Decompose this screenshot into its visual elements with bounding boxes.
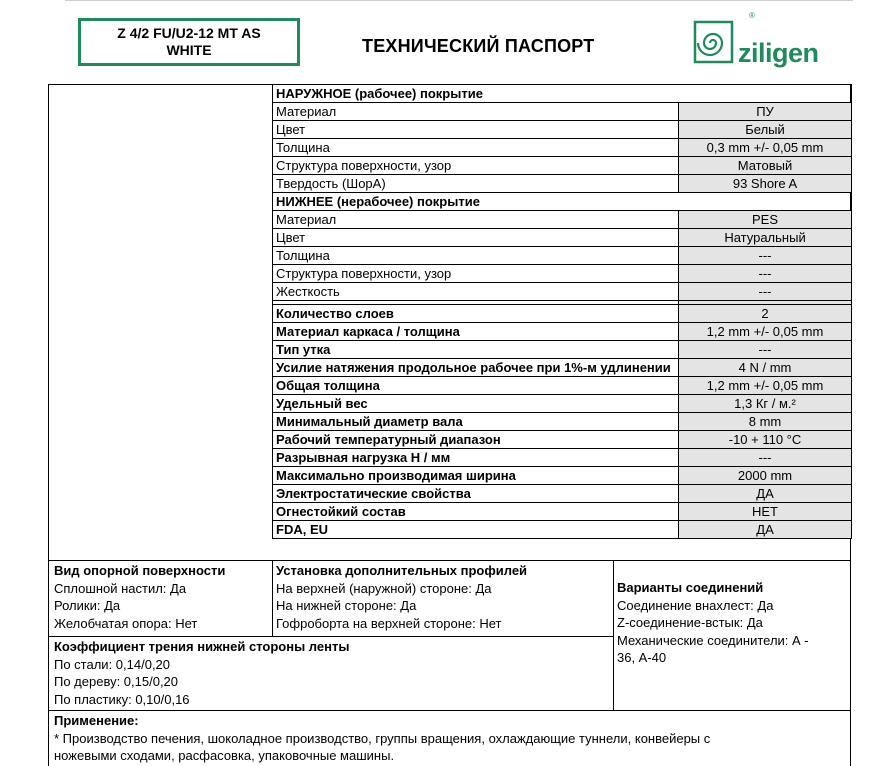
spec-row [273, 395, 852, 413]
support-surface-block [54, 562, 225, 632]
joints-heading: Варианты соединений [617, 580, 764, 595]
divider [48, 560, 851, 561]
spec-label: Цвет [273, 229, 679, 247]
spec-row [273, 341, 852, 359]
divider [48, 710, 851, 711]
spec-label: Структура поверхности, узор [273, 265, 679, 283]
support-line: Желобчатая опора: Нет [54, 615, 198, 631]
spec-label: Усилие натяжения продольное рабочее при 1%-м удлинении [273, 359, 679, 377]
section-heading-row [273, 85, 852, 103]
spec-value: 1,3 Кг / м.² [679, 395, 852, 413]
spec-row [273, 503, 852, 521]
profiles-line: На верхней (наружной) стороне: Да [276, 580, 492, 596]
spec-value: 4 N / mm [679, 359, 852, 377]
section-heading: НАРУЖНОЕ (рабочее) покрытие [273, 85, 852, 103]
spec-label: Максимально производимая ширина [273, 467, 679, 485]
joints-line: Z-соединение-встык: Да [617, 615, 763, 630]
spec-table [272, 84, 852, 539]
spec-label: Цвет [273, 121, 679, 139]
profiles-line: На нижней стороне: Да [276, 598, 417, 613]
profiles-line: Гофроборта на верхней стороне: Нет [276, 615, 502, 631]
spec-value: --- [679, 283, 852, 301]
section-heading-row [273, 193, 852, 211]
spec-row [273, 211, 852, 229]
joints-line: Механические соединители: А - [617, 632, 809, 648]
spec-row [273, 323, 852, 341]
spec-label: Тип утка [273, 341, 679, 359]
spec-row [273, 377, 852, 395]
spec-value: -10 + 110 °С [679, 431, 852, 449]
spec-value: Натуральный [679, 229, 852, 247]
spec-row [273, 121, 852, 139]
divider [613, 560, 614, 710]
spec-row [273, 139, 852, 157]
spec-value: 1,2 mm +/- 0,05 mm [679, 377, 852, 395]
support-line: Сплошной настил: Да [54, 580, 187, 596]
profiles-heading: Установка дополнительных профилей [276, 563, 528, 578]
application-heading: Применение: [54, 713, 139, 728]
spec-row [273, 283, 852, 301]
spec-row [273, 305, 852, 323]
product-code-line2: WHITE [166, 42, 212, 58]
section-heading: НИЖНЕЕ (нерабочее) покрытие [273, 193, 852, 211]
registered-mark: ® [749, 11, 755, 20]
brand-name: ziligen [738, 38, 819, 68]
spec-label: Удельный вес [273, 395, 679, 413]
spec-value: 93 Shore A [679, 175, 852, 193]
joints-line: Соединение внахлест: Да [617, 597, 774, 613]
divider [272, 560, 273, 636]
support-line: Ролики: Да [54, 598, 121, 613]
spec-row [273, 265, 852, 283]
spec-row [273, 247, 852, 265]
spec-row [273, 359, 852, 377]
spec-value: Белый [679, 121, 852, 139]
spec-label: Структура поверхности, узор [273, 157, 679, 175]
spec-value: 1,2 mm +/- 0,05 mm [679, 323, 852, 341]
spec-value: PES [679, 211, 852, 229]
spec-label: Минимальный диаметр вала [273, 413, 679, 431]
spec-value: Матовый [679, 157, 852, 175]
spec-label: Электростатические свойства [273, 485, 679, 503]
spec-row [273, 413, 852, 431]
joints-line: 36, А-40 [617, 650, 667, 665]
spec-label: Материал [273, 103, 679, 121]
spec-row [273, 521, 852, 539]
spec-label: Рабочий температурный диапазон [273, 431, 679, 449]
spec-value: 0,3 mm +/- 0,05 mm [679, 139, 852, 157]
spec-row [273, 103, 852, 121]
spec-row [273, 431, 852, 449]
friction-heading: Коэффициент трения нижней стороны ленты [54, 639, 350, 654]
spec-value: --- [679, 265, 852, 283]
spec-label: Толщина [273, 139, 679, 157]
spec-row [273, 157, 852, 175]
friction-line: По дереву: 0,15/0,20 [54, 674, 179, 689]
application-block [54, 712, 710, 765]
spec-label: Жесткость [273, 283, 679, 301]
spec-label: Материал каркаса / толщина [273, 323, 679, 341]
spec-label: Твердость (ШорА) [273, 175, 679, 193]
spec-value: --- [679, 341, 852, 359]
spec-value: ПУ [679, 103, 852, 121]
spec-value: НЕТ [679, 503, 852, 521]
spec-value: 2000 mm [679, 467, 852, 485]
spec-label: FDA, EU [273, 521, 679, 539]
spec-value: ДА [679, 485, 852, 503]
application-line: * Производство печения, шоколадное производство, группы вращения, охлаждающие туннели, конвейеры с [54, 730, 711, 746]
spec-value: 2 [679, 305, 852, 323]
spec-row [273, 485, 852, 503]
joints-block [617, 579, 809, 667]
spec-label: Разрывная нагрузка Н / мм [273, 449, 679, 467]
divider [48, 636, 613, 637]
profiles-block [276, 562, 527, 632]
spec-row [273, 175, 852, 193]
support-heading: Вид опорной поверхности [54, 563, 226, 578]
friction-block [54, 638, 349, 708]
spec-value: --- [679, 449, 852, 467]
spec-value: 8 mm [679, 413, 852, 431]
top-rule [65, 0, 853, 1]
application-line: ножевыми сходами, расфасовка, упаковочные машины. [54, 748, 395, 763]
product-code-box [78, 18, 300, 66]
friction-line: По стали: 0,14/0,20 [54, 656, 171, 672]
document-title: ТЕХНИЧЕСКИЙ ПАСПОРТ [362, 36, 595, 56]
spec-row [273, 229, 852, 247]
spec-label: Толщина [273, 247, 679, 265]
spec-label: Количество слоев [273, 305, 679, 323]
spec-row [273, 449, 852, 467]
spec-value: ДА [679, 521, 852, 539]
friction-line: По пластику: 0,10/0,16 [54, 691, 190, 707]
spec-label: Материал [273, 211, 679, 229]
product-code-line1: Z 4/2 FU/U2-12 MT AS [117, 25, 261, 41]
spec-row [273, 467, 852, 485]
spec-label: Общая толщина [273, 377, 679, 395]
spec-value: --- [679, 247, 852, 265]
spec-label: Огнестойкий состав [273, 503, 679, 521]
